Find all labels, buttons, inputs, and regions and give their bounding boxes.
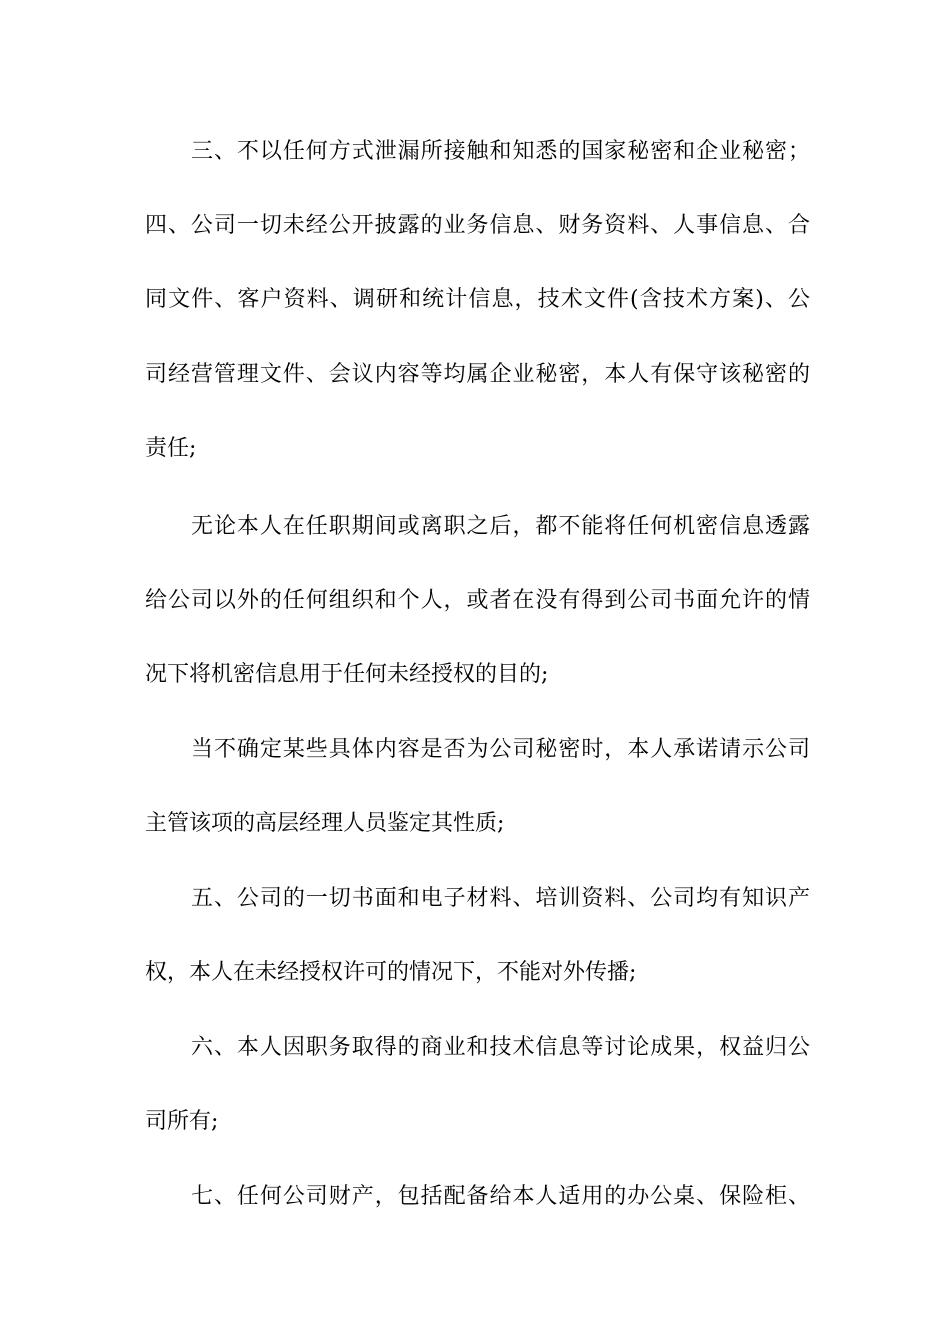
text-line: 六、本人因职务取得的商业和技术信息等讨论成果，权益归公	[191, 1035, 810, 1060]
text-line: 司经营管理文件、会议内容等均属企业秘密，本人有保守该秘密的	[145, 362, 810, 387]
text-line: 当不确定某些具体内容是否为公司秘密时，本人承诺请示公司	[191, 737, 810, 762]
text-line: 五、公司的一切书面和电子材料、培训资料、公司均有知识产	[191, 886, 810, 911]
text-line: 况下将机密信息用于任何未经授权的目的;	[145, 662, 549, 687]
text-line: 给公司以外的任何组织和个人，或者在没有得到公司书面允许的情	[145, 588, 810, 613]
text-line: 司所有;	[145, 1109, 219, 1134]
text-line: 责任;	[145, 436, 197, 461]
text-line: 三、不以任何方式泄漏所接触和知悉的国家秘密和企业秘密；	[191, 139, 810, 164]
text-line: 无论本人在任职期间或离职之后，都不能将任何机密信息透露	[191, 514, 810, 539]
text-line: 同文件、客户资料、调研和统计信息，技术文件(含技术方案)、公	[145, 287, 810, 312]
text-line: 四、公司一切未经公开披露的业务信息、财务资料、人事信息、合	[145, 213, 810, 238]
text-line: 主管该项的高层经理人员鉴定其性质;	[145, 811, 505, 836]
text-line: 权，本人在未经授权许可的情况下，不能对外传播;	[145, 960, 637, 985]
text-line: 七、任何公司财产，包括配备给本人适用的办公桌、保险柜、	[191, 1184, 810, 1209]
